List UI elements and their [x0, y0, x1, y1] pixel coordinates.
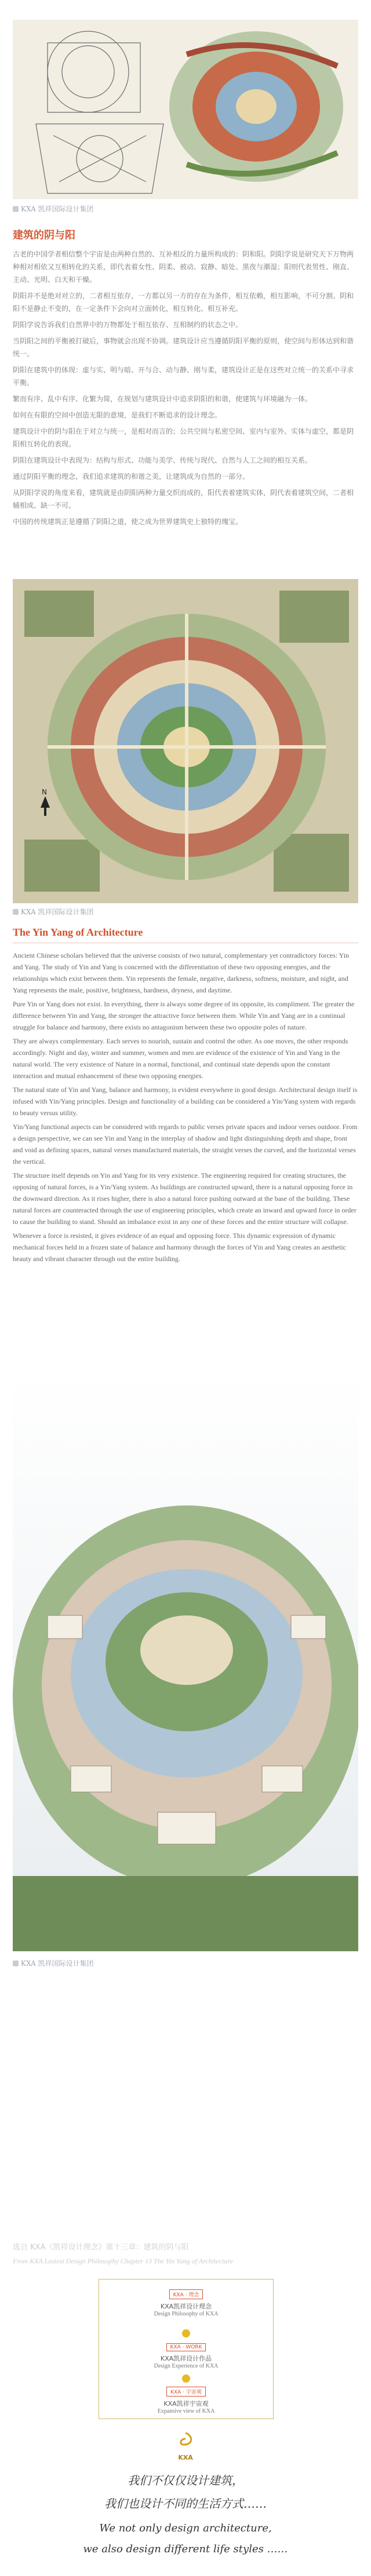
image-caption-3: KXA 凯祥国际设计集团: [13, 1958, 94, 1968]
cn-paragraph-11: 从阴阳学说的角度来看，建筑就是由阴阳两种力量交织而成的，阳代表着建筑实体，阴代表着建筑空间，二者相辅相成、缺一不可。: [13, 489, 354, 510]
chinese-title: 建筑的阴与阳: [13, 229, 75, 241]
cn-paragraph-9: 阴阳在建筑设计中表现为：结构与形式、功能与美学、传统与现代、自然与人工之间的相互关系。: [13, 456, 312, 464]
slogan-cn-2: 我们也设计不同的生活方式……: [104, 2497, 267, 2511]
slogan-cn-1: 我们不仅仅设计建筑，: [128, 2474, 243, 2487]
kxa-logo-icon: [13, 909, 19, 915]
kxa-logo-icon: [13, 1961, 19, 1966]
dot-icon: [182, 2329, 190, 2337]
cn-paragraph-7: 如何在有限的空间中创造无限的意境，是我们不断追求的设计理念。: [13, 411, 222, 419]
aerial-rendering-image: [13, 1372, 358, 1951]
link-pill: KXA · WORK: [166, 2343, 206, 2351]
link-design-experience[interactable]: KXA · WORK KXA凯祥设计作品 Design Experience of KXA: [99, 2329, 273, 2369]
kxa-logo: KXA: [168, 2432, 203, 2461]
site-plan-image-1: [13, 20, 358, 199]
master-plan-image: [13, 579, 358, 903]
cn-paragraph-6: 繁而有序、乱中有序、化繁为简，在规划与建筑设计中追求阴阳的和谐，使建筑与环境融为一体。: [13, 395, 312, 403]
english-title: The Yin Yang of Architecture: [13, 926, 143, 938]
dot-icon: [182, 2375, 190, 2383]
en-paragraph-3: They are always complementary. Each serves to nourish, sustain and control the other. As one moves, the other responds accordingly. Night and day, winter and summer, women and men are evidence of the existence of Yin and Yang in the natural world. The very existence of Nature in a normal, functional, and continual state depends upon the constant interaction and mutual enhancement of these two opposing energies.: [13, 1037, 348, 1080]
link-design-philosophy[interactable]: KXA · 理念 KXA凯祥设计理念 Design Philosophy of KXA: [99, 2288, 273, 2317]
cn-paragraph-1: 古老的中国学者相信整个宇宙是由两种自然的、互补相反的力量所构成的：阴和阳。阴阳学说是研究天下万物两种相对相依又互相转化的关系，即代表着女性、阴柔、被动、寂静、暗处、黑夜与潮湿；阳则代表男性、刚直、主动、光明、白天和干燥。: [13, 250, 354, 284]
cn-paragraph-5: 阴阳在建筑中的体现：虚与实、明与暗、开与合、动与静、刚与柔，建筑设计正是在这些对立统一的关系中寻求平衡。: [13, 366, 354, 387]
slogan-en-2: we also design different life styles ……: [83, 2543, 288, 2555]
en-paragraph-1: Ancient Chinese scholars believed that the universe consists of two natural, complementary yet contradictory forces: Yin and Yang. The study of Yin and Yang is concerned with the differentiation of these two opposing energies, and the relationships which exist between them. Yin represents the female, negative, darkness, softness, moisture, and night, and Yang represents the male, positive, brightness, hardness, dryness, and daytime.: [13, 951, 350, 994]
link-expansive-view[interactable]: KXA · 宇宙观 KXA凯祥宇宙观 Expansive view of KXA: [99, 2375, 273, 2414]
slogan-en-1: We not only design architecture,: [99, 2522, 272, 2534]
cn-paragraph-12: 中国的传统建筑正是遵循了阴阳之道，使之成为世界建筑史上独特的瑰宝。: [13, 518, 243, 526]
source-title: 选自 KXA《凯祥设计理念》第十三章：建筑的阴与阳: [13, 2243, 189, 2252]
en-paragraph-6: The structure itself depends on Yin and Yang for its very existence. The engineering required for creating structures, the opposing of natural forces, is a Yin/Yang system. As buildings are constructed upward, there is a natural opposing force in the downward direction. As it rises higher, there is also a natural force pushing outward at the base of the building. These natural forces are counteracted through the use of engineering principles, which create an inward and upward force in order to cause the building to stand. Should an imbalance exist in any one of these forces and the entire structure will collapse.: [13, 1171, 357, 1226]
source-subtitle: From KXA Lastest Design Philosophy Chapter 13 The Yin Yang of Architecture: [13, 2257, 233, 2265]
link-pill: KXA · 理念: [169, 2289, 203, 2299]
en-paragraph-7: Whenever a force is resisted, it gives evidence of an equal and opposing force. This dynamic expression of dynamic mechanical forces held in a frozen state of balance and harmony through the forces of Yin and Yang creates an aesthetic beauty and vibrant character through out the entire building.: [13, 1232, 346, 1263]
cn-paragraph-10: 通过阴阳平衡的理念，我们追求建筑的和谐之美，让建筑成为自然的一部分。: [13, 472, 250, 481]
link-pill: KXA · 宇宙观: [166, 2387, 206, 2397]
image-caption-2: KXA 凯祥国际设计集团: [13, 907, 94, 917]
chinese-body: [13, 248, 358, 572]
english-body: [13, 950, 358, 1366]
kxa-swirl-icon: [174, 2432, 197, 2452]
cn-paragraph-3: 阴阳学说告诉我们自然界中的万物都处于相互依存、互相制约的状态之中。: [13, 321, 243, 329]
cn-paragraph-2: 阴阳并不是绝对对立的，二者相互依存，一方都以另一方的存在为条件，相互依赖，相互影响，不可分割。阴和阳不是静止不变的，在一定条件下会向对立面转化，相互转化、相互补充。: [13, 292, 354, 313]
en-paragraph-5: Yin/Yang functional aspects can be considered with regards to public verses private spaces and indoor verses outdoor. From a design perspective, we can see Yin and Yang in the interplay of shadow and light distinguishing depth and shape, front and void as defining spaces, natural verses manufactured materials, the straight verses the curved, and the horizontal verses the vertical.: [13, 1123, 358, 1166]
en-paragraph-2: Pure Yin or Yang does not exist. In everything, there is always some degree of its opposite, its compliment. The greater the difference between Yin and Yang, the stronger the attractive force between them. While Yin and Yang are in a continual struggle for balance and harmony, there exists no antagonism between these two opposite poles of nature.: [13, 1000, 355, 1031]
en-paragraph-4: The natural state of Yin and Yang, balance and harmony, is evident everywhere in good design. Architectural design itself is infused with Yin/Yang principles. Design and functionality of a building can be considered a Yin/Yang system with regards to beauty versus utility.: [13, 1086, 358, 1117]
svg-text:N: N: [42, 788, 47, 796]
cn-paragraph-8: 建筑设计中的阴与阳在于对立与统一，是相对而言的；公共空间与私密空间、室内与室外、实体与虚空，都是阴阳相互转化的表现。: [13, 427, 354, 448]
related-links-box: [99, 2279, 274, 2419]
cn-paragraph-4: 当阴阳之间的平衡被打破后，事物就会出现不协调。建筑设计应当遵循阴阳平衡的原则，使空间与形体达到和谐统一。: [13, 337, 354, 358]
kxa-logo-icon: [13, 206, 19, 212]
image-caption-1: KXA 凯祥国际设计集团: [13, 204, 94, 214]
